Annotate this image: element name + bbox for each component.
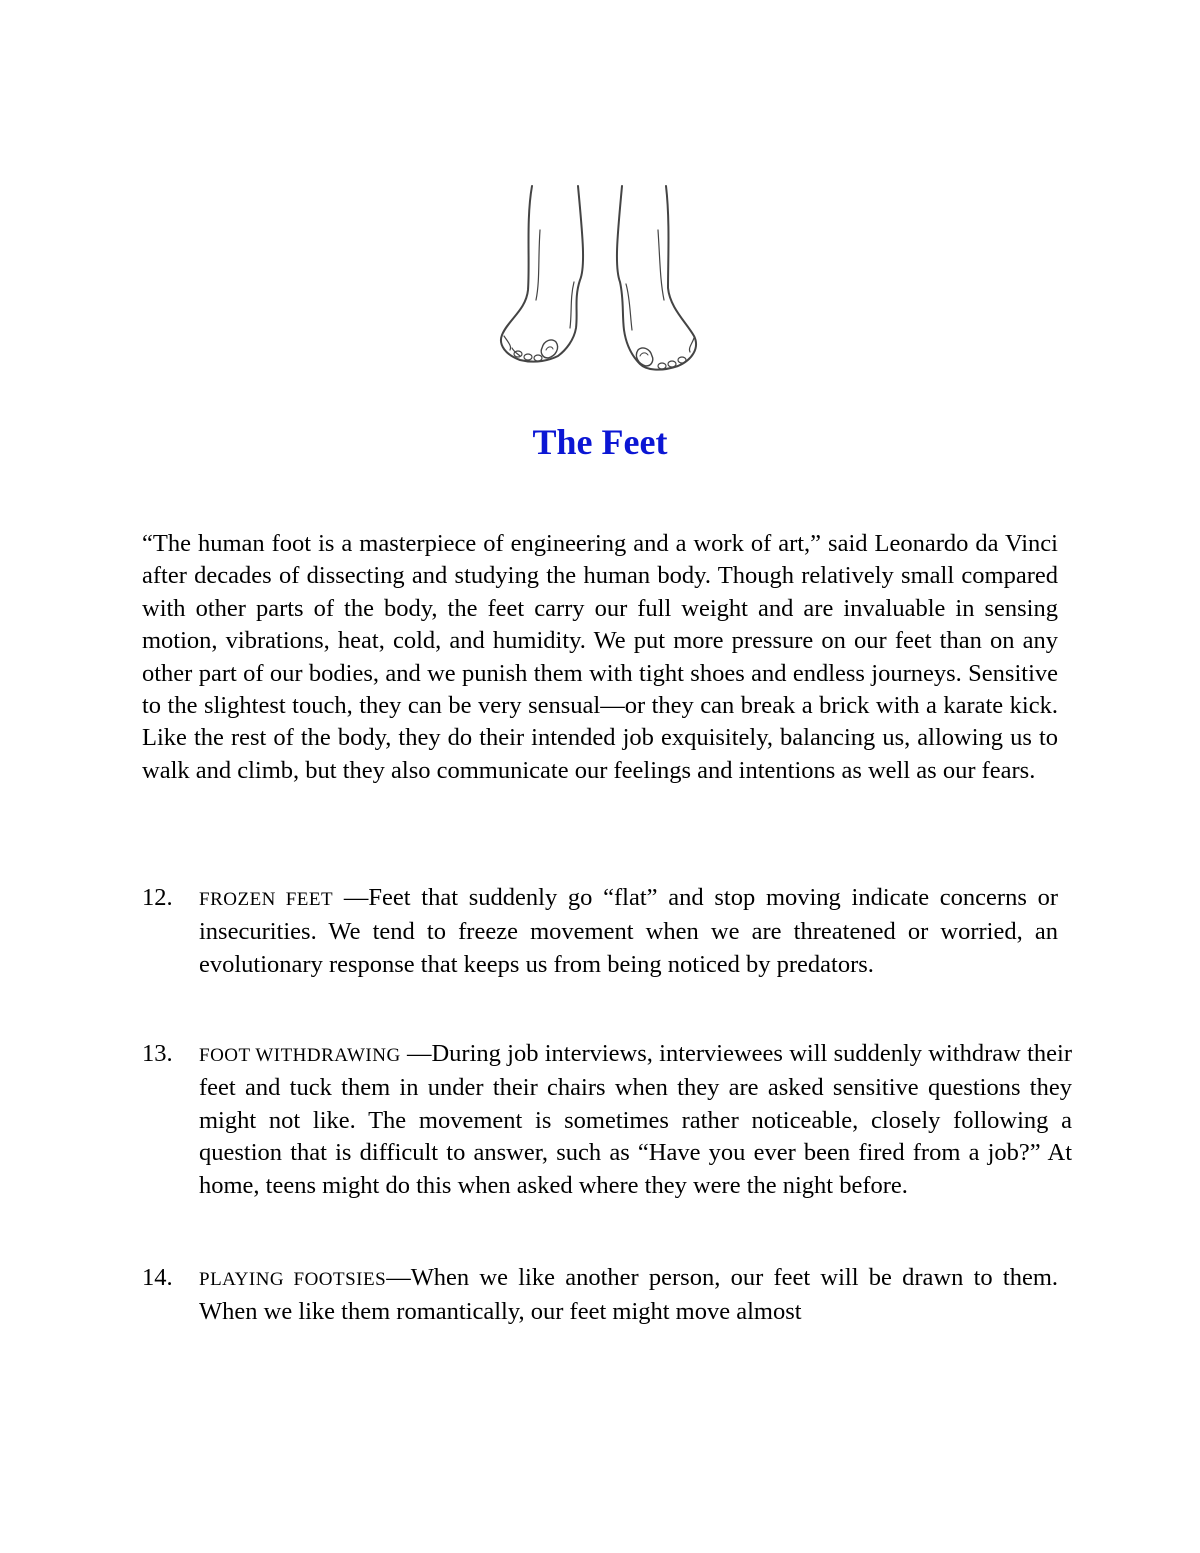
list-item (142, 882, 1058, 981)
list-item-term: PLAYING FOOTSIES (199, 1269, 387, 1290)
intro-paragraph: “The human foot is a masterpiece of engineering and a work of art,” said Leonardo da Vinci after decades of dissecting and studying the human body. Though relatively small compared with other parts of the body, the feet carry our full weight and are invaluable in sensing motion, vibrations, heat, cold, and humidity. We put more pressure on our feet than on any other part of our bodies, and we punish them with tight shoes and endless journeys. Sensitive to the slightest touch, they can be very sensual—or they can break a brick with a karate kick. Like the rest of the body, they do their intended job exquisitely, balancing us, allowing us to walk and climb, but they also communicate our feelings and intentions as well as our fears. (142, 530, 1058, 784)
list-item-number: 12. (142, 884, 173, 911)
bare-feet-illustration-icon (490, 180, 710, 380)
list-item-number: 14. (142, 1264, 173, 1291)
list-item-text: —Feet that suddenly go “flat” and stop moving indicate concerns or insecurities. We tend to freeze movement when we are threatened or worried, an evolutionary response that keeps us from being noticed by predators. (199, 884, 1058, 978)
list-item (142, 1038, 1072, 1202)
list-item-body (199, 882, 1058, 981)
list-item-text: —During job interviews, interviewees will suddenly withdraw their feet and tuck them in under their chairs when they are asked sensitive questions they might not like. The movement is sometimes rather noticeable, closely following a question that is difficult to answer, such as “Have you ever been fired from a job?” At home, teens might do this when asked where they were the night before. (199, 1040, 1072, 1199)
list-item-term: FOOT WITHDRAWING (199, 1045, 401, 1066)
list-item-number: 13. (142, 1040, 173, 1067)
list-item-body (199, 1038, 1072, 1202)
list-item-body (199, 1262, 1058, 1329)
page-title: The Feet (532, 422, 668, 462)
list-item-term: FROZEN FEET (199, 889, 334, 910)
list-item (142, 1262, 1058, 1329)
list-item-text: —When we like another person, our feet will be drawn to them. When we like them romantically, our feet might move almost (199, 1264, 1058, 1326)
